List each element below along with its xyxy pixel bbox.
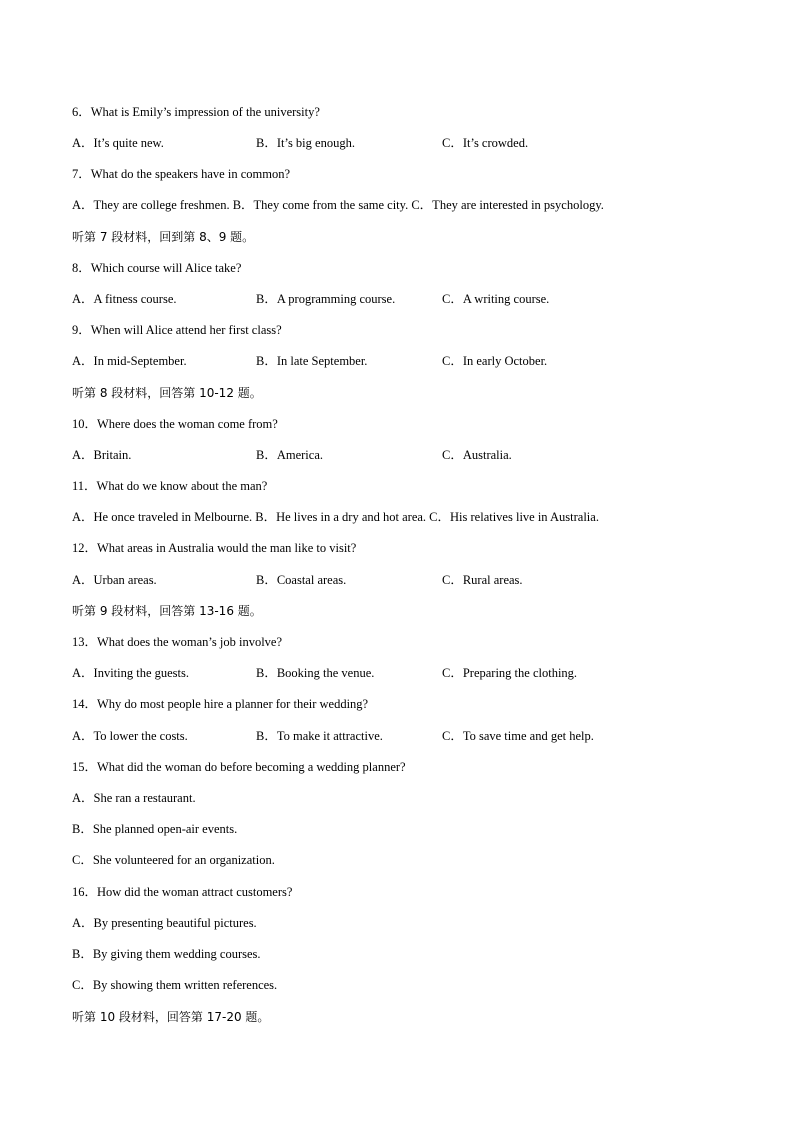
q8-option-c: C．A writing course. <box>442 292 550 306</box>
question-12: 12．What areas in Australia would the man like to visit? <box>72 541 357 555</box>
q16-option-a: A．By presenting beautiful pictures. <box>72 916 257 930</box>
question-14: 14．Why do most people hire a planner for their wedding? <box>72 697 369 711</box>
q16-option-b: B．By giving them wedding courses. <box>72 947 261 961</box>
q12-option-a: A．Urban areas. <box>72 573 157 587</box>
q8-option-b: B．A programming course. <box>256 292 396 306</box>
q7-options: A．They are college freshmen. B．They come from the same city. C．They are interested in psychology. <box>72 198 604 212</box>
section-heading-7: 听第 7 段材料，回到第 8、9 题。 <box>72 230 255 244</box>
q10-option-b: B．America. <box>256 448 323 462</box>
q10-option-a: A．Britain. <box>72 448 132 462</box>
q15-option-c: C．She volunteered for an organization. <box>72 853 275 867</box>
q6-option-c: C．It’s crowded. <box>442 136 529 150</box>
q9-option-a: A．In mid-September. <box>72 354 187 368</box>
question-11: 11．What do we know about the man? <box>72 479 268 493</box>
q6-option-b: B．It’s big enough. <box>256 136 355 150</box>
q13-option-c: C．Preparing the clothing. <box>442 666 578 680</box>
question-6: 6．What is Emily’s impression of the university? <box>72 105 320 119</box>
q9-option-b: B．In late September. <box>256 354 368 368</box>
q14-option-c: C．To save time and get help. <box>442 729 594 743</box>
q15-option-b: B．She planned open-air events. <box>72 822 238 836</box>
section-heading-8: 听第 8 段材料，回答第 10-12 题。 <box>72 386 262 400</box>
q8-option-a: A．A fitness course. <box>72 292 177 306</box>
q13-option-b: B．Booking the venue. <box>256 666 375 680</box>
question-7: 7．What do the speakers have in common? <box>72 167 290 181</box>
question-10: 10．Where does the woman come from? <box>72 417 278 431</box>
q15-option-a: A．She ran a restaurant. <box>72 791 196 805</box>
question-8: 8．Which course will Alice take? <box>72 261 242 275</box>
q9-option-c: C．In early October. <box>442 354 548 368</box>
q14-option-b: B．To make it attractive. <box>256 729 383 743</box>
q12-option-b: B．Coastal areas. <box>256 573 347 587</box>
question-13: 13．What does the woman’s job involve? <box>72 635 283 649</box>
section-heading-10: 听第 10 段材料，回答第 17-20 题。 <box>72 1010 270 1024</box>
q6-option-a: A．It’s quite new. <box>72 136 164 150</box>
q13-option-a: A．Inviting the guests. <box>72 666 190 680</box>
question-9: 9．When will Alice attend her first class? <box>72 323 282 337</box>
q11-options: A．He once traveled in Melbourne. B．He lives in a dry and hot area. C．His relatives live in Australia. <box>72 510 599 524</box>
question-16: 16．How did the woman attract customers? <box>72 885 293 899</box>
question-15: 15．What did the woman do before becoming a wedding planner? <box>72 760 406 774</box>
section-heading-9: 听第 9 段材料，回答第 13-16 题。 <box>72 604 262 618</box>
q14-option-a: A．To lower the costs. <box>72 729 188 743</box>
q16-option-c: C．By showing them written references. <box>72 978 278 992</box>
q12-option-c: C．Rural areas. <box>442 573 523 587</box>
q10-option-c: C．Australia. <box>442 448 512 462</box>
